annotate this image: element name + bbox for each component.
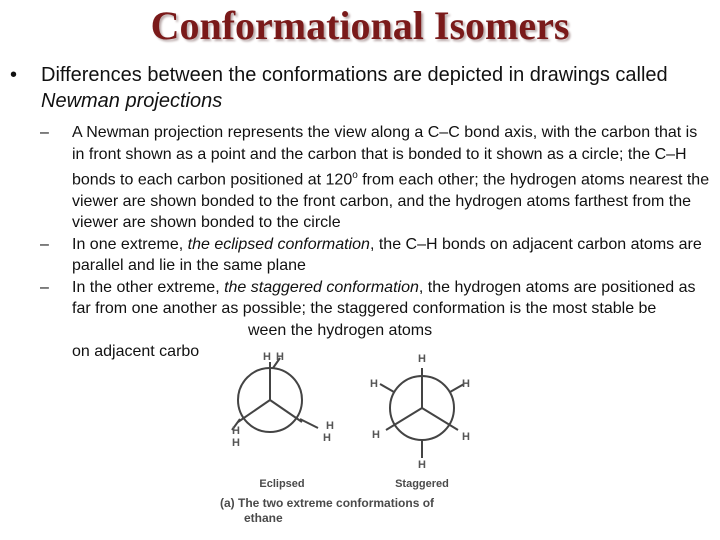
bullet-mark: • bbox=[10, 64, 18, 86]
newman-projection-figure bbox=[210, 340, 500, 530]
eclipsed-term: the eclipsed conformation bbox=[187, 235, 370, 253]
figure-caption-line1: (a) The two extreme conformations of bbox=[220, 496, 435, 510]
sub-bullets bbox=[40, 122, 710, 363]
newman-term: Newman projections bbox=[41, 90, 223, 112]
dash-mark: – bbox=[40, 235, 49, 253]
newman-diagram bbox=[210, 340, 500, 530]
atom-h: H bbox=[263, 351, 271, 363]
slide-title: Conformational Isomers bbox=[150, 3, 570, 48]
staggered-label: Staggered bbox=[395, 478, 449, 490]
main-bullet bbox=[10, 62, 700, 114]
dash-mark: – bbox=[40, 278, 49, 296]
dash-mark: – bbox=[40, 124, 49, 141]
eclipsed-projection bbox=[232, 351, 334, 449]
sub-bullet-newman: – A Newman projection represents the view along a C–C bond axis, with the carbon that is in front shown as a point and the carbon that is bonded to it shown as a circle; the C–H bonds to each carbon positioned at 120$^o$ from each other; the hydrogen atoms nearest the viewer are shown bonded to the front carbon, and the hydrogen atoms farthest from the viewer are shown bonded to the circle bbox=[40, 124, 710, 232]
atom-h: H bbox=[462, 378, 470, 390]
atom-h: H bbox=[370, 378, 378, 390]
staggered-projection bbox=[370, 353, 470, 471]
atom-h: H bbox=[323, 432, 331, 444]
eclipsed-label: Eclipsed bbox=[259, 478, 305, 490]
atom-h: H bbox=[418, 459, 426, 471]
bullet-text: Differences between the conformations are depicted in drawings called Newman projections bbox=[41, 64, 668, 112]
atom-h: H bbox=[276, 351, 284, 363]
atom-h: H bbox=[418, 353, 426, 365]
atom-h: H bbox=[232, 425, 240, 437]
sub-bullet-eclipsed: – In one extreme, the eclipsed conformation, the C–H bonds on adjacent carbon atoms are parallel and lie in the same plane bbox=[40, 235, 702, 275]
figure-caption-line2: ethane bbox=[244, 511, 283, 525]
atom-h: H bbox=[232, 437, 240, 449]
atom-h: H bbox=[372, 429, 380, 441]
atom-h: H bbox=[326, 420, 334, 432]
staggered-term: the staggered conformation bbox=[224, 278, 419, 296]
atom-h: H bbox=[462, 431, 470, 443]
sub-bullet-staggered: – In the other extreme, the staggered conformation, the hydrogen atoms are positioned as far from one another as possible; the staggered conformation is the most stable beween the hydrogen atoms on adjacent carbo bbox=[40, 278, 696, 361]
